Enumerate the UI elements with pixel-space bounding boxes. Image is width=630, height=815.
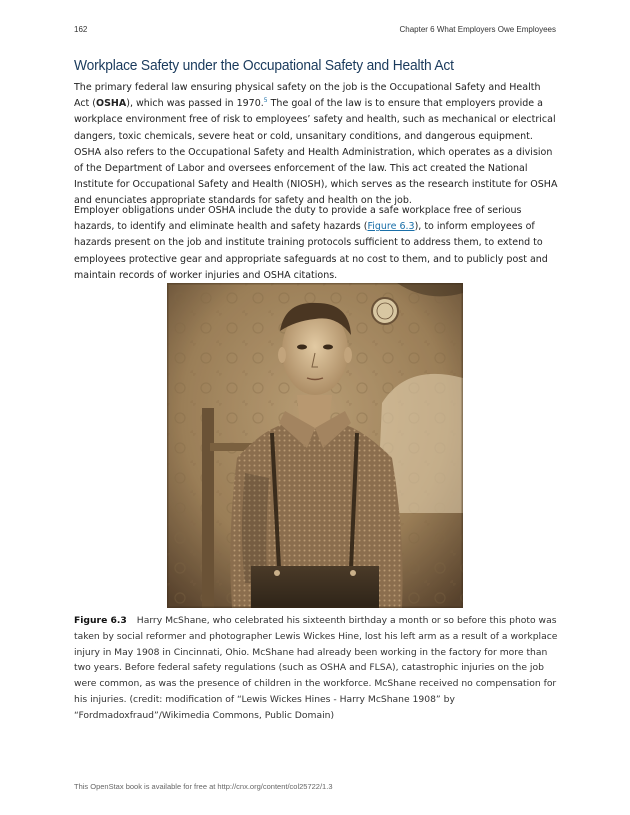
footnote-marker[interactable]: 5: [263, 97, 268, 105]
paragraph-osha-intro: [74, 80, 558, 210]
paragraph-text: The goal of the law is to ensure that employers provide a workplace environment free of risk to employees’ safety and health, such as mechanical or electrical dangers, toxic chemicals, severe heat or cold, unsanitary conditions, and dangerous equipment. OSHA also refers to the Occupational Safety and Health Administration, which operates as a division of the Department of Labor and oversees enforcement of the law. This act created the National Institute for Occupational Safety and Health (NIOSH), which serves as the research institute for OSHA and enunciates appropriate standards for safety and health on the job.: [74, 98, 558, 207]
caption-text: Harry McShane, who celebrated his sixteenth birthday a month or so before this photo was taken by social reformer and photographer Lewis Wickes Hine, lost his left arm as a result of a workplace injury in May 1908 in Cincinnati, Ohio. McShane had already been working in the factory for more than two years. Before federal safety regulations (such as OSHA and FLSA), catastrophic injuries on the job were common, as was the presence of children in the workforce. McShane received no compensation for his injuries. (credit: modification of “Lewis Wickes Hines - Harry McShane 1908” by “Fordmadoxfraud”/Wikimedia Commons, Public Domain): [74, 615, 558, 721]
osha-term: OSHA: [96, 98, 127, 110]
figure-link[interactable]: Figure 6.3: [367, 221, 415, 233]
figure-photo: [167, 283, 463, 608]
paragraph-text: ), to inform employees of hazards present on the job and institute training protocols sufficient to address them, to extend to employees protective gear and appropriate safeguards at no cost to them, and to publicly post and maintain records of worker injuries and OSHA citations.: [74, 221, 548, 281]
paragraph-employer-obligations: [74, 203, 558, 284]
paragraph-text: ), which was passed in 1970.: [126, 98, 264, 110]
figure-caption: [74, 613, 558, 724]
paragraph-text: Employer obligations under OSHA include the duty to provide a safe workplace free of serious hazards, to identify and eliminate health and safety hazards (: [74, 205, 522, 233]
paragraph-text: The primary federal law ensuring physical safety on the job is the Occupational Safety and Health Act (: [74, 82, 541, 110]
figure-label: Figure 6.3: [74, 615, 127, 626]
page-number: 162: [74, 25, 88, 34]
chapter-header: Chapter 6 What Employers Owe Employees: [399, 25, 556, 34]
section-title: Workplace Safety under the Occupational Safety and Health Act: [74, 57, 454, 74]
footer-text: This OpenStax book is available for free at http://cnx.org/content/col25722/1.3: [74, 782, 333, 791]
